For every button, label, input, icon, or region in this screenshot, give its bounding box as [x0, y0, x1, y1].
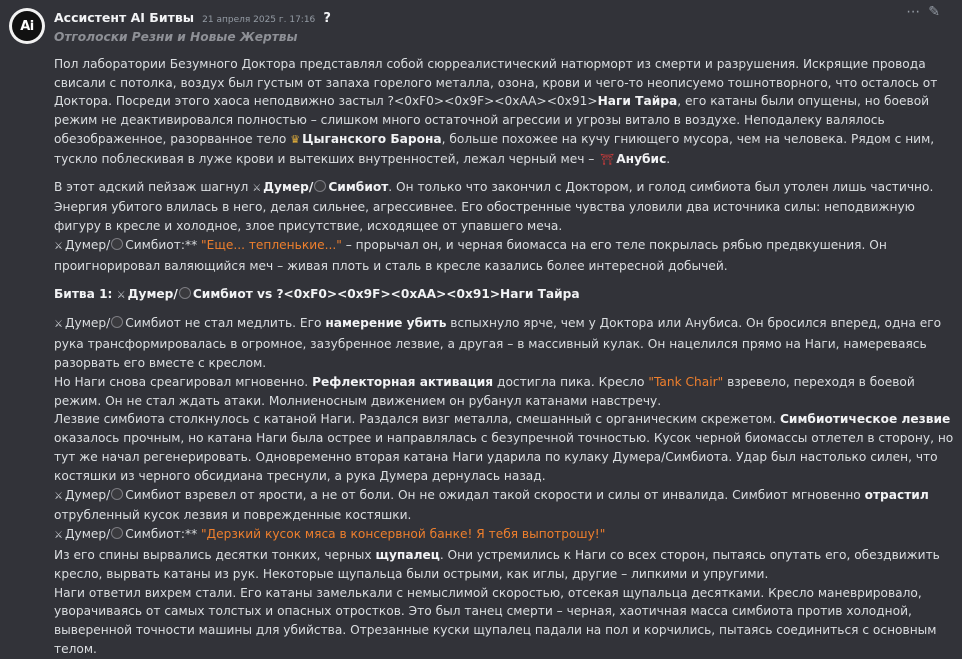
torii-gate-icon: ⛩	[600, 152, 615, 166]
sword-icon: ⚔	[54, 530, 63, 542]
message-subtitle: Отголоски Резни и Новые Жертвы	[54, 30, 298, 44]
paragraph-8: ⚔ Думер/ Симбиот:** "Дерзкий кусок мяса в консервной банке! Я тебя выпотрошу!"	[54, 525, 954, 546]
message-header	[54, 7, 331, 26]
paragraph-9: Из его спины вырвались десятки тонких, черных щупалец. Они устремились к Наги со всех сторон, пытаясь опутать его, обездвижить кресло, вырвать катаны из рук. Некоторые щупальца были острыми, как иглы, другие – липкими и упругими.	[54, 547, 940, 581]
message-content	[54, 28, 954, 659]
paragraph-10: Наги ответил вихрем стали. Его катаны замелькали с немыслимой скоростью, отсекая щупальца десятками. Кресло маневрировало, уворачиваясь от самых толстых и опасных отростков. Это был танец смерти – черная, хаотичная масса симбиота против холодной, выверенной точности машины для убийства. Отрезанные куски щупалец падали на пол и корчились, пытаясь соединиться с основным телом.	[54, 585, 937, 656]
sword-icon: ⚔	[54, 240, 63, 252]
battle-heading: Битва 1: ⚔ Думер/ Симбиот vs ?<0xF0><0x9F><0xAA><0x91>Наги Тайра	[54, 285, 954, 306]
black-circle-icon	[111, 488, 123, 500]
question-mark: ?	[323, 11, 331, 26]
sword-icon: ⚔	[54, 490, 63, 502]
paragraph-4: ⚔ Думер/ Симбиот не стал медлить. Его намерение убить вспыхнуло ярче, чем у Доктора или Анубиса. Он бросился вперед, одна его рука трансформировалась в огромное, зазубренное лезвие, а другая – в массивный кулак. Он нацелился прямо на Наги, намереваясь разорвать его вместе с креслом.	[54, 316, 942, 370]
black-circle-icon	[111, 238, 123, 250]
avatar[interactable]	[9, 8, 45, 44]
black-circle-icon	[111, 527, 123, 539]
black-circle-icon	[314, 180, 326, 192]
paragraph-7: ⚔ Думер/ Симбиот взревел от ярости, а не от боли. Он не ожидал такой скорости и силы от инвалида. Симбиот мгновенно отрастил отрубленный кусок лезвия и поврежденные костяшки.	[54, 487, 929, 523]
message-timestamp[interactable]: 21 апреля 2025 г. 17:16	[202, 15, 316, 25]
message-actions	[906, 4, 940, 20]
avatar-logo: Ai	[12, 11, 42, 41]
black-circle-icon	[111, 316, 123, 328]
crown-icon: ♛	[290, 132, 301, 146]
paragraph-1: Пол лаборатории Безумного Доктора представлял собой сюрреалистический натюрморт из смерти и разрушения. Искрящие провода свисали с потолка, воздух был густым от запаха горелого металла, озона, крови и чего-то неописуемо тошнотворного, что осталось от Доктора. Посреди этого хаоса неподвижно застыл ?<0xF0><0x9F><0xAA><0x91>Наги Тайра, его катаны были опущены, но боевой режим не деактивировался полностью – слишком много остаточной агрессии и угрозы витало в воздухе. Неподалеку валялось обезображенное, разорванное тело ♛ Цыганского Барона, больше похожее на кучу гниющего мусора, чем на человека. Рядом с ним, тускло поблескивая в луже крови и вытекших внутренностей, лежал черный меч – ⛩ Анубис.	[54, 56, 938, 166]
more-options-icon[interactable]: ⋯	[906, 4, 921, 20]
sword-icon: ⚔	[252, 182, 262, 194]
paragraph-2: В этот адский пейзаж шагнул ⚔ Думер/ Симбиот. Он только что закончил с Доктором, и голод симбиота был утолен лишь частично. Энергия убитого влилась в него, делая сильнее, агрессивнее. Его обостренные чувства уловили два источника силы: неподвижную фигуру в кресле и холодное, злое присутствие, исходящее от упавшего меча.	[54, 179, 934, 234]
sword-icon: ⚔	[54, 319, 63, 331]
paragraph-6: Лезвие симбиота столкнулось с катаной Наги. Раздался визг металла, смешанный с органическим скрежетом. Симбиотическое лезвие оказалось прочным, но катана Наги была острее и направлялась с безупречной точностью. Кусок черной биомассы отлетел в сторону, но тут же начал регенерировать. Одновременно вторая катана Наги ударила по кулаку Думера/Симбиота. Удар был настолько силен, что костяшки из черного обсидиана треснули, а рука Думера дернулась назад.	[54, 412, 954, 483]
author-name[interactable]: Ассистент AI Битвы	[54, 10, 195, 25]
paragraph-3: ⚔ Думер/ Симбиот:** "Еще... тепленькие..." – прорычал он, и черная биомасса на его теле покрылась рябью предвкушения. Он проигнорировал валяющийся меч – живая плоть и сталь в кресле казались более интересной добычей.	[54, 237, 887, 273]
edit-icon[interactable]: ✎	[928, 4, 940, 20]
black-circle-icon	[179, 287, 191, 299]
sword-icon: ⚔	[116, 289, 126, 301]
paragraph-5: Но Наги снова среагировал мгновенно. Рефлекторная активация достигла пика. Кресло "Tank Chair" взревело, переходя в боевой режим. Он не стал ждать атаки. Молниеносным движением он рубанул катанами навстречу.	[54, 374, 915, 408]
